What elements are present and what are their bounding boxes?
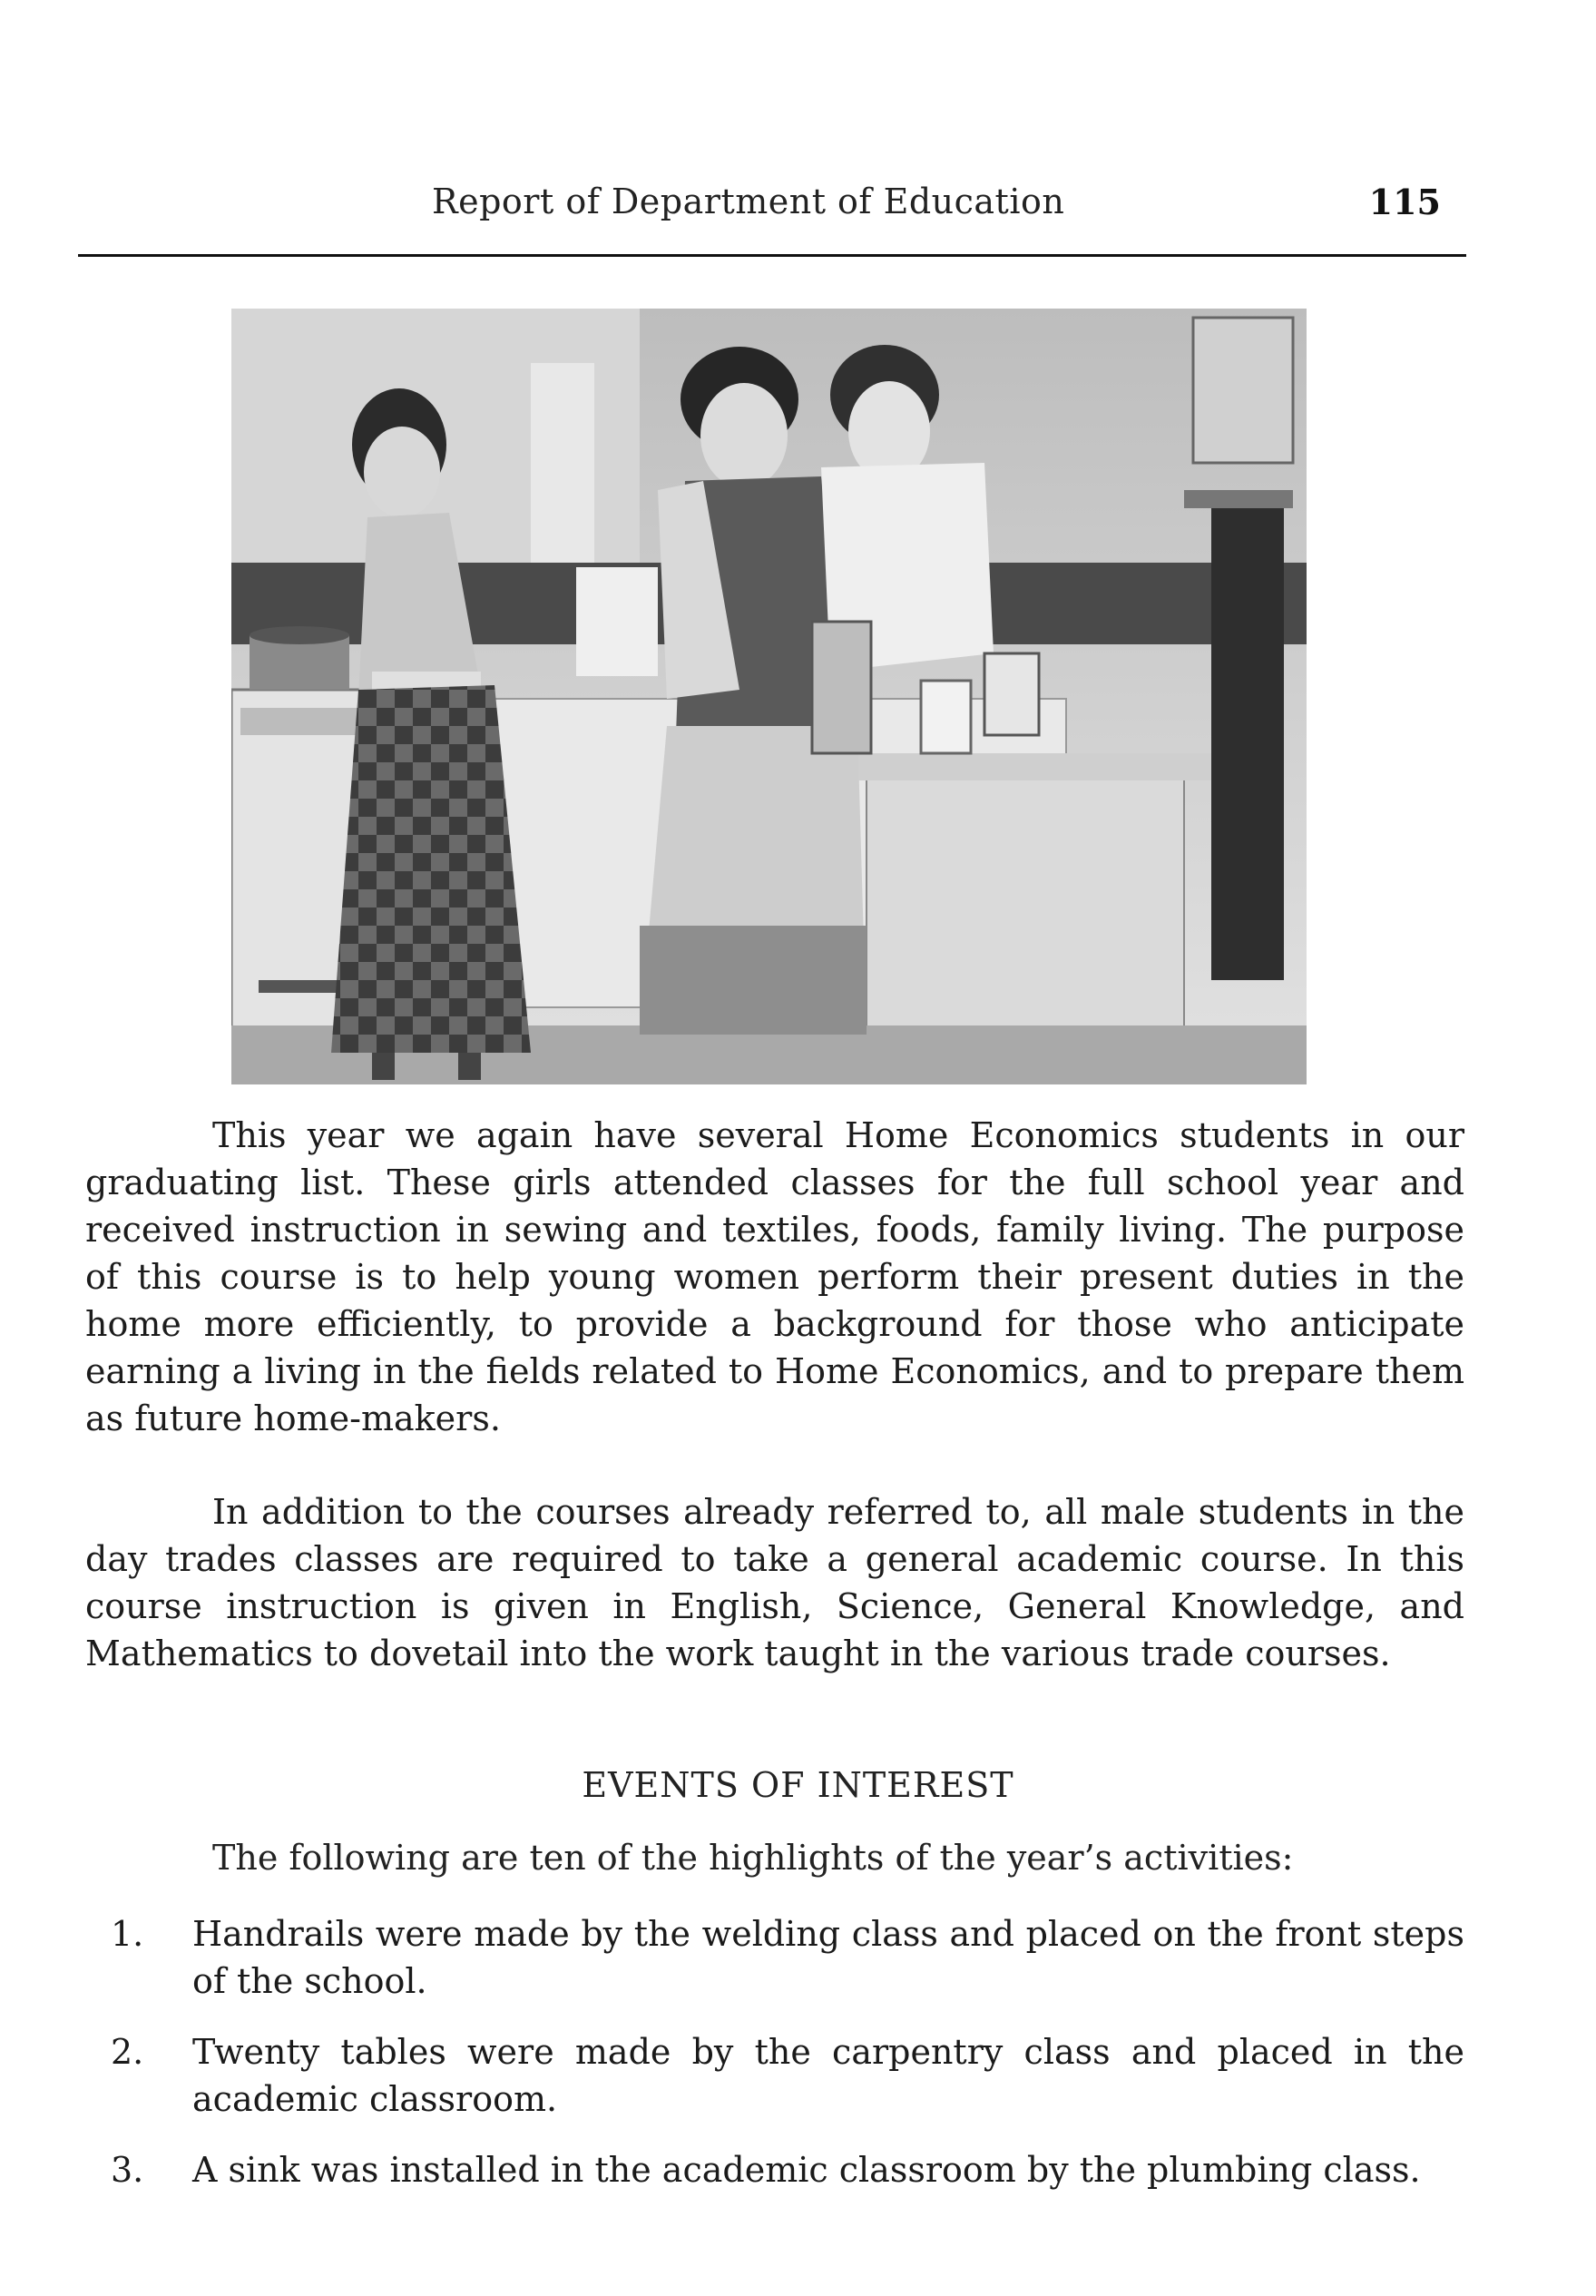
list-item-number: 3. [111,2150,144,2190]
paragraph-academic-course [85,1488,1464,1677]
list-item [85,1910,1464,2005]
running-header-title: Report of Department of Education [432,182,1065,221]
list-item [85,2146,1464,2193]
paragraph-text: In addition to the courses already referred to, all male students in the day trades classes are required to take a general academic course. In this course instruction is given in English, Science, General Knowledge, and Mathematics to dovetail into the work taught in the various trade courses. [85,1492,1464,1673]
page-number: 115 [1368,182,1441,222]
paragraph-home-economics [85,1112,1464,1442]
header-rule [78,254,1466,257]
events-list [85,1910,1464,2217]
paragraph-text: This year we again have several Home Economics students in our graduating list. These girls attended classes for the full school year and received instruction in sewing and textiles, foods, family living. The purpose of this course is to help young women perform their present duties in the home more efficiently, to provide a background for those who anticipate earning a living in the fields related to Home Economics, and to prepare them as future home-makers. [85,1115,1464,1438]
list-item-number: 1. [111,1914,144,1954]
list-item-number: 2. [111,2032,144,2072]
section-heading: EVENTS OF INTEREST [582,1765,1014,1805]
list-item [85,2028,1464,2123]
kitchen-photo [231,309,1307,1084]
running-header [78,182,1466,236]
list-item-text: A sink was installed in the academic classroom by the plumbing class. [192,2150,1421,2190]
kitchen-photo-illustration [231,309,1307,1084]
list-item-text: Handrails were made by the welding class and placed on the front steps of the school. [192,1914,1464,2001]
section-intro: The following are ten of the highlights of the year’s activities: [212,1838,1294,1878]
list-item-text: Twenty tables were made by the carpentry class and placed in the academic classroom. [192,2032,1464,2119]
